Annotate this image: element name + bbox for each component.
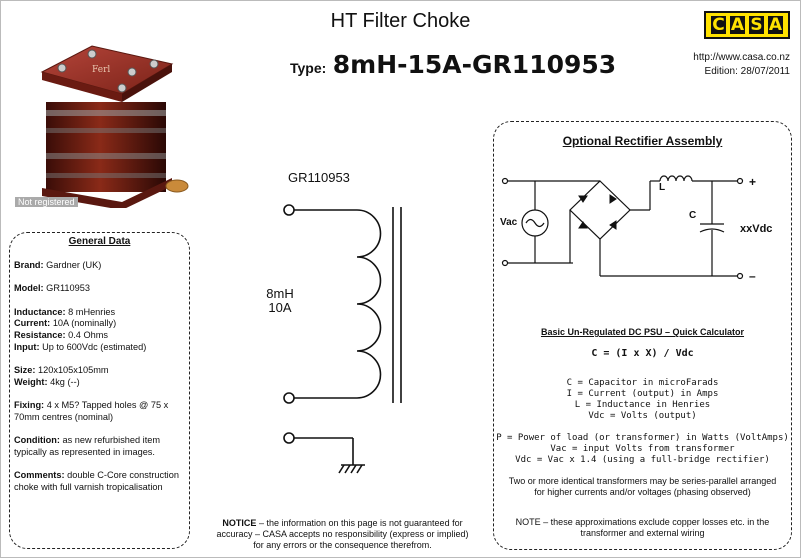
general-data-box xyxy=(9,232,190,549)
inductance-value: 8 mHenries xyxy=(68,307,116,317)
definition-line: C = Capacitor in microFarads xyxy=(566,378,719,388)
type-value: 8mH-15A-GR110953 xyxy=(332,50,617,79)
casa-logo xyxy=(704,11,790,39)
calculator-title: Basic Un-Regulated DC PSU – Quick Calculator xyxy=(540,327,745,337)
watermark: Not registered xyxy=(15,197,78,207)
current-label: Current: xyxy=(14,318,51,328)
input-value: Up to 600Vdc (estimated) xyxy=(42,342,147,352)
plus-terminal: + xyxy=(749,175,757,189)
output-voltage-label: xxVdc xyxy=(740,223,773,235)
notice-label: NOTICE xyxy=(222,518,257,528)
definition-line: Vdc = Vac x 1.4 (using a full-bridge rectifier) xyxy=(515,455,770,465)
weight-value: 4kg (--) xyxy=(50,377,80,387)
inductance-label: Inductance: xyxy=(14,307,66,317)
rectifier-title: Optional Rectifier Assembly xyxy=(562,134,723,148)
photo-plate-text: Ferl xyxy=(92,65,111,75)
brand-row xyxy=(14,260,186,272)
logo-letter: A xyxy=(730,15,745,35)
vac-label: Vac xyxy=(500,217,518,228)
input-row xyxy=(14,342,186,354)
notice-text: – the information on this page is not guaranteed for accuracy – CASA accepts no responsibility (express or implied) for any errors or the consequence therefrom. xyxy=(216,518,469,550)
choke-photo xyxy=(22,28,192,208)
capacitor-label: C xyxy=(689,210,697,221)
website-url[interactable]: http://www.casa.co.nz xyxy=(693,52,790,63)
model-label: Model: xyxy=(14,283,44,293)
condition-row xyxy=(14,435,186,458)
definition-line: L = Inductance in Henries xyxy=(574,400,711,410)
comments-value: double C-Core construction choke with full varnish tropicalisation xyxy=(14,470,179,492)
comments-label: Comments: xyxy=(14,470,65,480)
series-note: Two or more identical transformers may be series-parallel arranged for higher currents and/or voltages (phasing observed) xyxy=(508,476,777,497)
losses-note: NOTE – these approximations exclude copper losses etc. in the transformer and external wiring xyxy=(515,517,770,538)
inductor-label: L xyxy=(659,182,666,193)
size-value: 120x105x105mm xyxy=(38,365,109,375)
weight-label: Weight: xyxy=(14,377,48,387)
schematic-model: GR110953 xyxy=(288,170,350,185)
current-row xyxy=(14,318,186,330)
brand-label: Brand: xyxy=(14,260,44,270)
brand-value: Gardner (UK) xyxy=(46,260,102,270)
page-title: HT Filter Choke xyxy=(330,10,471,32)
logo-letter: C xyxy=(712,15,725,35)
model-value: GR110953 xyxy=(46,283,90,293)
minus-terminal: – xyxy=(749,269,756,283)
size-label: Size: xyxy=(14,365,36,375)
type-label: Type: xyxy=(290,60,327,76)
resistance-row xyxy=(14,330,186,342)
weight-row xyxy=(14,377,186,389)
rectifier-schematic xyxy=(495,160,785,280)
definition-line: P = Power of load (or transformer) in Watts (VoltAmps) xyxy=(496,433,789,443)
inductance-row xyxy=(14,307,186,319)
resistance-value: 0.4 Ohms xyxy=(68,330,108,340)
resistance-label: Resistance: xyxy=(14,330,66,340)
schematic-current: 10A xyxy=(268,300,292,315)
condition-label: Condition: xyxy=(14,435,60,445)
notice xyxy=(210,518,475,551)
input-label: Input: xyxy=(14,342,40,352)
condition-value: as new refurbished item typically as represented in images. xyxy=(14,435,161,457)
choke-schematic xyxy=(270,195,410,495)
schematic-inductance: 8mH xyxy=(266,286,294,301)
definition-line: I = Current (output) in Amps xyxy=(566,389,719,399)
comments-row xyxy=(14,470,186,493)
logo-letter: S xyxy=(750,15,763,35)
logo-letter: A xyxy=(768,15,783,35)
fixing-value: 4 x M5? Tapped holes @ 75 x 70mm centres (nominal) xyxy=(14,400,169,422)
type-line xyxy=(290,50,616,79)
size-row xyxy=(14,365,186,377)
general-data-title: General Data xyxy=(68,236,131,247)
edition-date: Edition: 28/07/2011 xyxy=(704,66,790,77)
definition-line: Vdc = Volts (output) xyxy=(588,411,697,421)
current-value: 10A (nominally) xyxy=(52,318,117,328)
calculator-formula: C = (I x X) / Vdc xyxy=(591,348,694,359)
fixing-label: Fixing: xyxy=(14,400,45,410)
definition-line: Vac = input Volts from transformer xyxy=(550,444,735,454)
model-row xyxy=(14,283,186,295)
fixing-row xyxy=(14,400,186,423)
